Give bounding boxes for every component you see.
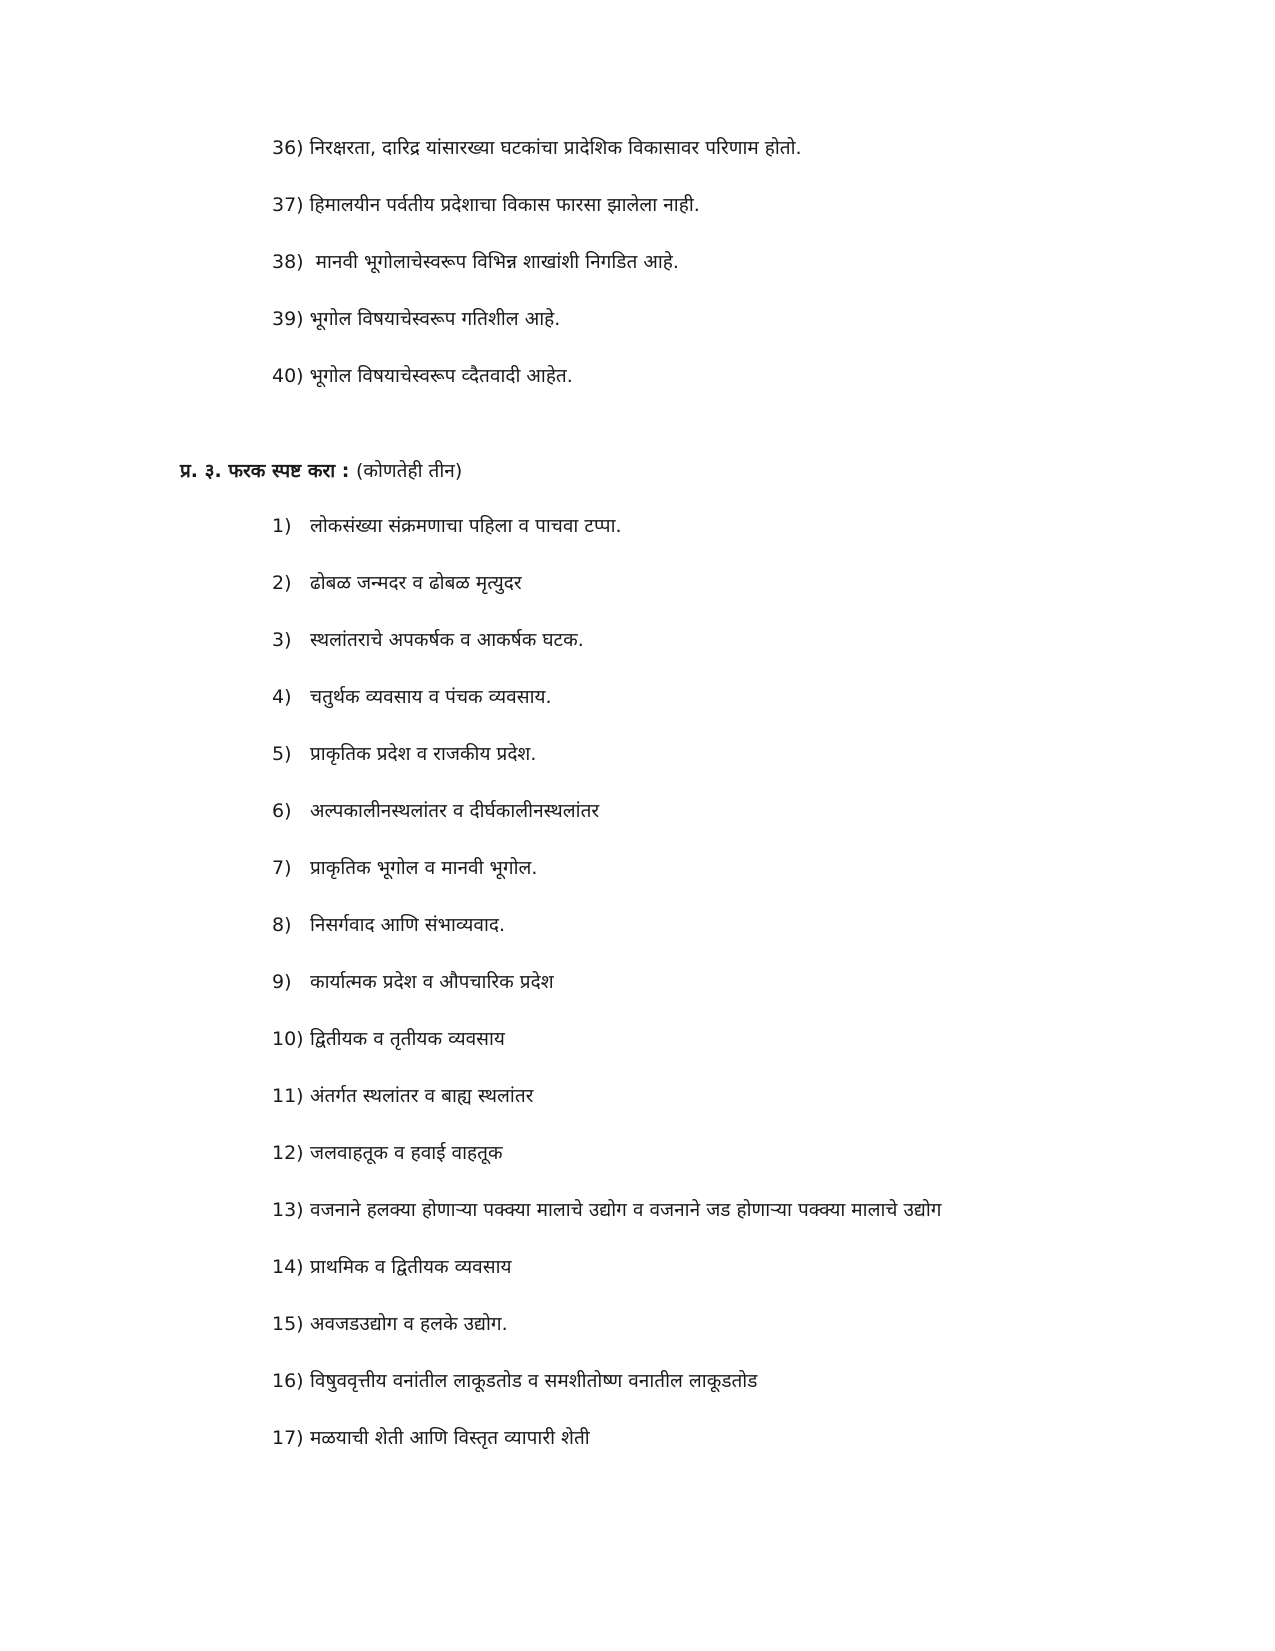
question-note: (कोणतेही तीन): [356, 460, 463, 482]
item-number: 6): [272, 800, 292, 822]
item-text: अवजडउद्योग व हलके उद्योग.: [310, 1313, 508, 1335]
item-text: लोकसंख्या संक्रमणाचा पहिला व पाचवा टप्पा.: [310, 515, 622, 537]
item-text: अल्पकालीनस्थलांतर व दीर्घकालीनस्थलांतर: [310, 800, 600, 822]
list-item: [272, 1027, 505, 1051]
item-number: 8): [272, 914, 292, 936]
list-item: [272, 1426, 590, 1450]
item-number: 15): [272, 1313, 304, 1335]
list-item: [272, 571, 522, 595]
item-text: चतुर्थक व्यवसाय व पंचक व्यवसाय.: [310, 686, 552, 708]
item-text: द्वितीयक व तृतीयक व्यवसाय: [310, 1028, 505, 1050]
list-item: [272, 1312, 508, 1336]
item-number: 37): [272, 194, 304, 216]
item-number: 3): [272, 629, 292, 651]
item-text: निसर्गवाद आणि संभाव्यवाद.: [310, 914, 505, 936]
item-text: अंतर्गत स्थलांतर व बाह्य स्थलांतर: [310, 1085, 534, 1107]
item-number: 4): [272, 686, 292, 708]
item-number: 9): [272, 971, 292, 993]
item-text: वजनाने हलक्या होणाऱ्या पक्क्या मालाचे उद्योग व वजनाने जड होणाऱ्या पक्क्या मालाचे उद्योग: [310, 1199, 942, 1221]
item-number: 16): [272, 1370, 304, 1392]
item-number: 40): [272, 365, 304, 387]
item-text: भूगोल विषयाचेस्वरूप गतिशील आहे.: [309, 308, 561, 330]
list-item: [272, 742, 536, 766]
list-item: [272, 970, 554, 994]
list-item: [272, 856, 537, 880]
item-number: 12): [272, 1142, 304, 1164]
list-item: [272, 250, 679, 274]
item-number: 14): [272, 1256, 304, 1278]
item-text: जलवाहतूक व हवाई वाहतूक: [310, 1142, 503, 1164]
list-item: [272, 193, 700, 217]
item-text: ढोबळ जन्मदर व ढोबळ मृत्युदर: [310, 572, 522, 594]
item-text: प्राथमिक व द्वितीयक व्यवसाय: [310, 1256, 512, 1278]
list-item: [272, 1369, 757, 1393]
item-number: 36): [272, 137, 304, 159]
item-number: 7): [272, 857, 292, 879]
item-number: 11): [272, 1085, 304, 1107]
item-number: 17): [272, 1427, 304, 1449]
list-item: [272, 628, 584, 652]
list-item: [272, 364, 573, 388]
question-label: प्र. ३. फरक स्पष्ट करा :: [180, 460, 356, 482]
item-number: 2): [272, 572, 292, 594]
list-item: [272, 1084, 533, 1108]
item-number: 13): [272, 1199, 304, 1221]
list-item: [272, 1198, 942, 1222]
item-number: 39): [272, 308, 304, 330]
item-number: 5): [272, 743, 292, 765]
list-item: [272, 1255, 512, 1279]
question-heading: [180, 459, 462, 483]
list-item: [272, 913, 505, 937]
list-item: [272, 1141, 503, 1165]
item-text: मानवी भूगोलाचेस्वरूप विभिन्न शाखांशी निगडित आहे.: [309, 251, 679, 273]
item-text: स्थलांतराचे अपकर्षक व आकर्षक घटक.: [310, 629, 584, 651]
list-item: [272, 307, 560, 331]
item-text: कार्यात्मक प्रदेश व औपचारिक प्रदेश: [310, 971, 554, 993]
item-number: 1): [272, 515, 292, 537]
list-item: [272, 136, 802, 160]
list-item: [272, 685, 552, 709]
list-item: [272, 799, 599, 823]
item-text: हिमालयीन पर्वतीय प्रदेशाचा विकास फारसा झालेला नाही.: [309, 194, 700, 216]
item-text: विषुववृत्तीय वनांतील लाकूडतोड व समशीतोष्ण वनातील लाकूडतोड: [310, 1370, 758, 1392]
item-text: भूगोल विषयाचेस्वरूप व्दैतवादी आहेत.: [309, 365, 573, 387]
item-text: प्राकृतिक भूगोल व मानवी भूगोल.: [310, 857, 538, 879]
item-text: मळयाची शेती आणि विस्तृत व्यापारी शेती: [310, 1427, 590, 1449]
list-item: [272, 514, 622, 538]
item-number: 38): [272, 251, 304, 273]
item-text: प्राकृतिक प्रदेश व राजकीय प्रदेश.: [310, 743, 537, 765]
item-number: 10): [272, 1028, 304, 1050]
item-text: निरक्षरता, दारिद्र यांसारख्या घटकांचा प्रादेशिक विकासावर परिणाम होतो.: [309, 137, 802, 159]
